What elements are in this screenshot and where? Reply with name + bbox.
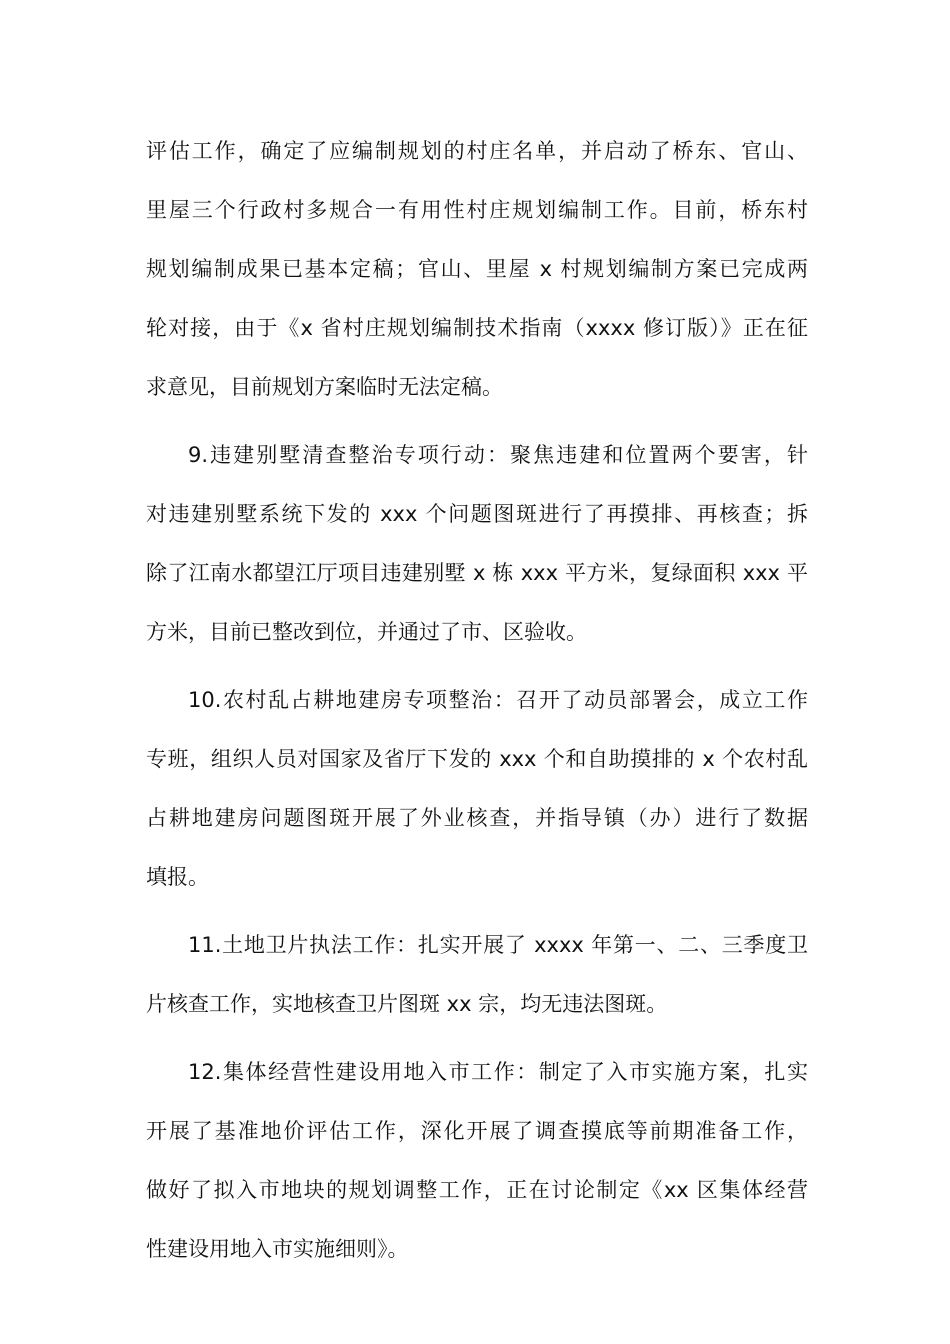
text-line: 里屋三个行政村多规合一有用性村庄规划编制工作。目前，桥东村: [146, 198, 808, 222]
text-line: 性建设用地入市实施细则》。: [146, 1237, 409, 1261]
text-line: 做好了拟入市地块的规划调整工作，正在讨论制定《xx 区集体经营: [146, 1178, 808, 1202]
text-line: 评估工作，确定了应编制规划的村庄名单，并启动了桥东、官山、: [146, 139, 808, 163]
text-line: 专班，组织人员对国家及省厅下发的 xxx 个和自助摸排的 x 个农村乱: [146, 747, 808, 771]
text-line: 开展了基准地价评估工作，深化开展了调查摸底等前期准备工作，: [146, 1119, 808, 1143]
paragraph-item-10: [146, 677, 808, 913]
paragraph-item-12: [146, 1049, 808, 1285]
paragraph-continuation: [146, 128, 808, 423]
text-line: 求意见，目前规划方案临时无法定稿。: [146, 375, 503, 399]
text-line: 轮对接，由于《x 省村庄规划编制技术指南（xxxx 修订版）》正在征: [146, 316, 808, 340]
text-line: 片核查工作，实地核查卫片图斑 xx 宗，均无违法图斑。: [146, 992, 668, 1016]
text-line: 除了江南水都望江厅项目违建别墅 x 栋 xxx 平方米，复绿面积 xxx 平: [146, 561, 808, 585]
document-body: [146, 128, 808, 1294]
text-line: 规划编制成果已基本定稿；官山、里屋 x 村规划编制方案已完成两: [146, 257, 808, 281]
text-line: 填报。: [146, 865, 209, 889]
paragraph-item-9: [146, 432, 808, 668]
text-line: 11.土地卫片执法工作：扎实开展了 xxxx 年第一、二、三季度卫: [188, 933, 808, 957]
paragraph-item-11: [146, 922, 808, 1040]
text-line: 10.农村乱占耕地建房专项整治：召开了动员部署会，成立工作: [188, 688, 808, 712]
text-line: 方米，目前已整改到位，并通过了市、区验收。: [146, 620, 587, 644]
text-line: 对违建别墅系统下发的 xxx 个问题图斑进行了再摸排、再核查；拆: [146, 502, 808, 526]
text-line: 占耕地建房问题图斑开展了外业核查，并指导镇（办）进行了数据: [146, 806, 808, 830]
text-line: 12.集体经营性建设用地入市工作：制定了入市实施方案，扎实: [188, 1060, 808, 1084]
text-line: 9.违建别墅清查整治专项行动：聚焦违建和位置两个要害，针: [188, 443, 808, 467]
